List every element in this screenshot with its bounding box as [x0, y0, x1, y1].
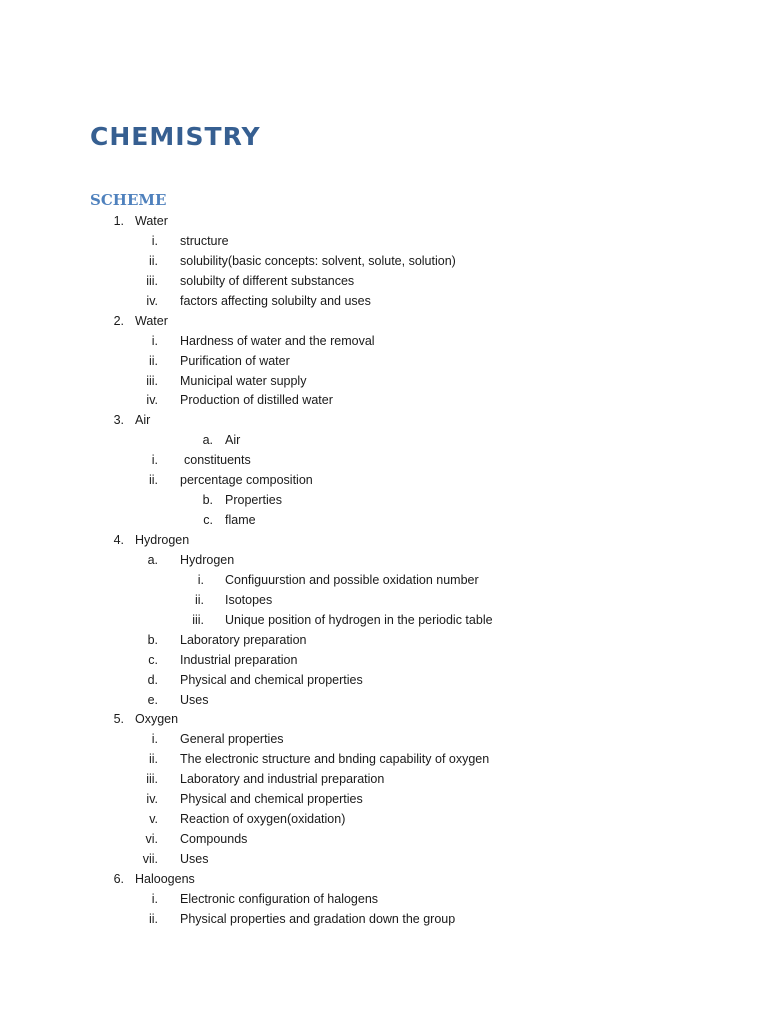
list-marker: i. — [151, 732, 158, 747]
list-item-text: Water — [135, 313, 168, 328]
list-item — [0, 691, 768, 711]
list-item-text: Hydrogen — [135, 533, 190, 547]
list-marker: 6. — [113, 871, 124, 886]
list-item — [0, 830, 768, 850]
list-item-text: Air — [225, 433, 241, 448]
list-marker: c. — [148, 652, 158, 667]
list-marker: iii. — [146, 273, 158, 288]
list-marker: iv. — [146, 393, 158, 408]
list-item-text: The electronic structure and bnding capability of oxygen — [180, 752, 490, 767]
list-marker: 3. — [113, 413, 124, 428]
list-item — [0, 531, 768, 551]
list-item-text: Industrial preparation — [180, 652, 298, 667]
list-item — [0, 870, 768, 890]
list-marker: i. — [151, 333, 158, 348]
list-item — [0, 451, 768, 471]
list-item-text: Unique position of hydrogen in the periodic table — [225, 612, 493, 627]
list-item — [0, 471, 768, 491]
list-item-text: Municipal water supply — [180, 373, 307, 388]
outline-list — [0, 212, 768, 930]
list-item — [0, 272, 768, 292]
list-item-text: factors affecting solubilty and uses — [180, 293, 371, 308]
list-item-text: Oxygen — [135, 712, 179, 727]
list-item-text: solubilty of different substances — [180, 273, 355, 288]
list-marker: iii. — [192, 612, 204, 627]
list-item — [0, 671, 768, 691]
list-item — [0, 710, 768, 730]
list-marker: b. — [147, 632, 158, 647]
list-item — [0, 810, 768, 830]
list-item-text: Reaction of oxygen(oxidation) — [180, 812, 346, 827]
list-marker: i. — [151, 453, 158, 468]
list-item-text: Laboratory and industrial preparation — [180, 772, 385, 787]
list-item — [0, 730, 768, 750]
list-item-text: General properties — [180, 732, 284, 747]
list-marker: ii. — [194, 592, 204, 607]
list-item — [0, 252, 768, 272]
list-item — [0, 292, 768, 312]
list-item — [0, 790, 768, 810]
list-marker: vii. — [142, 852, 158, 866]
list-marker: i. — [151, 233, 158, 248]
list-marker: vi. — [145, 832, 158, 847]
list-item-text: Water — [135, 214, 168, 228]
list-item — [0, 332, 768, 352]
list-marker: b. — [202, 493, 213, 508]
list-item — [0, 391, 768, 411]
list-item — [0, 212, 768, 232]
list-item — [0, 372, 768, 392]
list-item — [0, 312, 768, 332]
list-marker: c. — [203, 513, 213, 528]
list-marker: ii. — [148, 473, 158, 488]
list-marker: iii. — [146, 373, 158, 388]
list-item — [0, 591, 768, 611]
page-title: CHEMISTRY — [90, 122, 261, 151]
list-marker: e. — [147, 692, 158, 707]
list-marker: ii. — [148, 353, 158, 368]
list-item-text: Physical properties and gradation down the group — [180, 911, 456, 926]
list-item — [0, 611, 768, 631]
list-item — [0, 890, 768, 910]
list-marker: i. — [197, 572, 204, 587]
list-marker: 1. — [113, 214, 124, 228]
section-heading: SCHEME — [90, 191, 167, 209]
list-item-text: Haloogens — [135, 871, 195, 886]
list-marker: 2. — [113, 313, 124, 328]
list-marker: i. — [151, 891, 158, 906]
list-item-text: Production of distilled water — [180, 393, 333, 408]
list-item — [0, 352, 768, 372]
list-item-text: Electronic configuration of halogens — [180, 891, 379, 906]
list-item-text: Properties — [225, 493, 282, 508]
list-item — [0, 651, 768, 671]
list-item — [0, 511, 768, 531]
list-item — [0, 910, 768, 930]
list-item — [0, 551, 768, 571]
list-item-text: Laboratory preparation — [180, 632, 307, 647]
list-item — [0, 770, 768, 790]
list-item-text: Purification of water — [180, 353, 290, 368]
list-item-text: Uses — [180, 852, 209, 866]
list-marker: d. — [147, 672, 158, 687]
list-item-text: constituents — [184, 453, 251, 468]
list-marker: iv. — [146, 792, 158, 807]
list-item-text: Isotopes — [225, 592, 273, 607]
list-marker: 4. — [113, 533, 124, 547]
list-item-text: flame — [225, 513, 256, 528]
list-marker: iv. — [146, 293, 158, 308]
list-marker: iii. — [146, 772, 158, 787]
list-item-text: Compounds — [180, 832, 248, 847]
list-item-text: Physical and chemical properties — [180, 672, 363, 687]
list-item — [0, 750, 768, 770]
list-item-text: structure — [180, 233, 229, 248]
list-marker: a. — [202, 433, 213, 448]
list-marker: v. — [149, 812, 158, 827]
list-marker: 5. — [113, 712, 124, 727]
list-item — [0, 232, 768, 252]
list-marker: ii. — [148, 752, 158, 767]
list-item — [0, 571, 768, 591]
list-item-text: Configuurstion and possible oxidation number — [225, 572, 479, 587]
list-item — [0, 631, 768, 651]
list-item-text: Uses — [180, 692, 209, 707]
list-item-text: Hardness of water and the removal — [180, 333, 375, 348]
list-item — [0, 850, 768, 870]
list-item — [0, 411, 768, 431]
list-item — [0, 431, 768, 451]
list-marker: a. — [147, 552, 158, 567]
list-item-text: percentage composition — [180, 473, 313, 488]
list-item-text: solubility(basic concepts: solvent, solute, solution) — [180, 253, 456, 268]
list-item-text: Hydrogen — [180, 552, 235, 567]
list-item-text: Physical and chemical properties — [180, 792, 363, 807]
list-marker: ii. — [148, 911, 158, 926]
list-marker: ii. — [148, 253, 158, 268]
list-item — [0, 491, 768, 511]
list-item-text: Air — [135, 413, 151, 428]
